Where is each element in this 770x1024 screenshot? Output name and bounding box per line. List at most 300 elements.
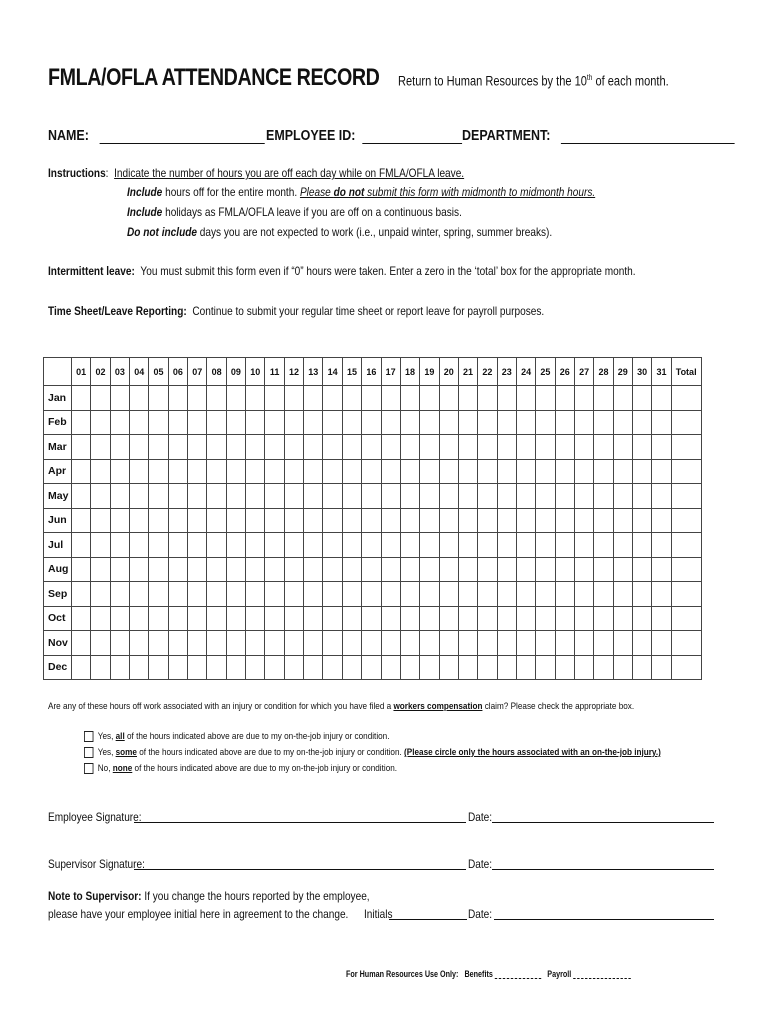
hours-cell[interactable]	[439, 459, 458, 484]
hours-cell[interactable]	[632, 631, 651, 656]
hours-cell[interactable]	[168, 533, 187, 558]
hours-cell[interactable]	[458, 459, 477, 484]
hours-cell[interactable]	[516, 435, 535, 460]
hours-cell[interactable]	[594, 508, 613, 533]
hours-cell[interactable]	[381, 484, 400, 509]
hours-cell[interactable]	[574, 557, 593, 582]
hours-cell[interactable]	[420, 655, 439, 680]
hours-cell[interactable]	[632, 508, 651, 533]
hours-cell[interactable]	[555, 606, 574, 631]
hours-cell[interactable]	[72, 655, 91, 680]
hours-cell[interactable]	[381, 435, 400, 460]
hours-cell[interactable]	[207, 435, 226, 460]
checkbox-yes-some[interactable]	[84, 747, 93, 758]
hours-cell[interactable]	[574, 655, 593, 680]
hours-cell[interactable]	[149, 557, 168, 582]
hours-cell[interactable]	[632, 484, 651, 509]
hours-cell[interactable]	[304, 606, 323, 631]
hours-cell[interactable]	[91, 435, 110, 460]
hours-cell[interactable]	[226, 484, 245, 509]
hours-cell[interactable]	[342, 557, 361, 582]
hours-cell[interactable]	[265, 386, 284, 411]
employee-date-line[interactable]	[492, 822, 714, 823]
hours-cell[interactable]	[342, 459, 361, 484]
hours-cell[interactable]	[381, 582, 400, 607]
hours-cell[interactable]	[594, 435, 613, 460]
hours-cell[interactable]	[91, 557, 110, 582]
hours-cell[interactable]	[536, 655, 555, 680]
hours-cell[interactable]	[246, 557, 265, 582]
hours-cell[interactable]	[652, 631, 671, 656]
hours-cell[interactable]	[284, 655, 303, 680]
hours-cell[interactable]	[362, 606, 381, 631]
hours-cell[interactable]	[458, 386, 477, 411]
hours-cell[interactable]	[246, 606, 265, 631]
hours-cell[interactable]	[284, 606, 303, 631]
hours-cell[interactable]	[613, 557, 632, 582]
hours-cell[interactable]	[72, 508, 91, 533]
hours-cell[interactable]	[207, 631, 226, 656]
hours-cell[interactable]	[594, 631, 613, 656]
hours-cell[interactable]	[284, 582, 303, 607]
hours-cell[interactable]	[226, 410, 245, 435]
hours-cell[interactable]	[323, 606, 342, 631]
hours-cell[interactable]	[497, 631, 516, 656]
hours-cell[interactable]	[555, 508, 574, 533]
supervisor-date-line[interactable]	[492, 869, 714, 870]
hours-cell[interactable]	[400, 386, 419, 411]
hours-cell[interactable]	[207, 655, 226, 680]
hours-cell[interactable]	[323, 655, 342, 680]
hours-cell[interactable]	[497, 484, 516, 509]
hours-cell[interactable]	[110, 459, 129, 484]
hours-cell[interactable]	[574, 631, 593, 656]
hours-cell[interactable]	[652, 582, 671, 607]
hours-cell[interactable]	[207, 410, 226, 435]
hours-cell[interactable]	[130, 606, 149, 631]
hours-cell[interactable]	[555, 459, 574, 484]
employee-id-line[interactable]	[362, 143, 462, 144]
hours-cell[interactable]	[226, 386, 245, 411]
hours-cell[interactable]	[149, 655, 168, 680]
hours-cell[interactable]	[265, 459, 284, 484]
hours-cell[interactable]	[226, 557, 245, 582]
name-line[interactable]	[99, 143, 264, 144]
hours-cell[interactable]	[632, 606, 651, 631]
hours-cell[interactable]	[381, 386, 400, 411]
hours-cell[interactable]	[478, 484, 497, 509]
hours-cell[interactable]	[188, 533, 207, 558]
initials-line[interactable]	[389, 919, 467, 920]
hours-cell[interactable]	[594, 533, 613, 558]
hours-cell[interactable]	[652, 484, 671, 509]
total-cell[interactable]	[671, 606, 701, 631]
hours-cell[interactable]	[536, 582, 555, 607]
hours-cell[interactable]	[226, 533, 245, 558]
hours-cell[interactable]	[323, 533, 342, 558]
hours-cell[interactable]	[342, 631, 361, 656]
hours-cell[interactable]	[149, 435, 168, 460]
hours-cell[interactable]	[91, 410, 110, 435]
hours-cell[interactable]	[188, 484, 207, 509]
hours-cell[interactable]	[555, 655, 574, 680]
hours-cell[interactable]	[439, 582, 458, 607]
total-cell[interactable]	[671, 459, 701, 484]
hours-cell[interactable]	[265, 484, 284, 509]
hours-cell[interactable]	[362, 386, 381, 411]
hours-cell[interactable]	[91, 631, 110, 656]
hours-cell[interactable]	[536, 386, 555, 411]
hours-cell[interactable]	[439, 386, 458, 411]
hours-cell[interactable]	[458, 435, 477, 460]
hours-cell[interactable]	[207, 533, 226, 558]
hours-cell[interactable]	[362, 435, 381, 460]
hours-cell[interactable]	[130, 435, 149, 460]
hours-cell[interactable]	[188, 508, 207, 533]
hours-cell[interactable]	[478, 410, 497, 435]
hours-cell[interactable]	[246, 435, 265, 460]
hours-cell[interactable]	[478, 533, 497, 558]
hours-cell[interactable]	[536, 459, 555, 484]
hours-cell[interactable]	[72, 582, 91, 607]
hours-cell[interactable]	[613, 582, 632, 607]
hours-cell[interactable]	[130, 533, 149, 558]
hours-cell[interactable]	[130, 655, 149, 680]
hours-cell[interactable]	[381, 459, 400, 484]
hours-cell[interactable]	[439, 606, 458, 631]
hours-cell[interactable]	[246, 631, 265, 656]
hours-cell[interactable]	[613, 606, 632, 631]
hours-cell[interactable]	[284, 508, 303, 533]
hours-cell[interactable]	[420, 508, 439, 533]
hours-cell[interactable]	[284, 386, 303, 411]
hours-cell[interactable]	[516, 459, 535, 484]
hours-cell[interactable]	[652, 606, 671, 631]
hours-cell[interactable]	[149, 631, 168, 656]
hours-cell[interactable]	[536, 606, 555, 631]
hours-cell[interactable]	[516, 606, 535, 631]
hours-cell[interactable]	[574, 410, 593, 435]
hours-cell[interactable]	[130, 459, 149, 484]
hours-cell[interactable]	[516, 655, 535, 680]
hours-cell[interactable]	[400, 533, 419, 558]
hours-cell[interactable]	[168, 557, 187, 582]
hours-cell[interactable]	[91, 508, 110, 533]
hours-cell[interactable]	[555, 631, 574, 656]
hours-cell[interactable]	[323, 410, 342, 435]
hours-cell[interactable]	[594, 606, 613, 631]
hours-cell[interactable]	[284, 631, 303, 656]
hours-cell[interactable]	[613, 435, 632, 460]
hours-cell[interactable]	[110, 386, 129, 411]
initials-date-line[interactable]	[494, 919, 714, 920]
hours-cell[interactable]	[342, 386, 361, 411]
hours-cell[interactable]	[168, 606, 187, 631]
hours-cell[interactable]	[652, 410, 671, 435]
hours-cell[interactable]	[497, 655, 516, 680]
hours-cell[interactable]	[207, 386, 226, 411]
hours-cell[interactable]	[91, 606, 110, 631]
hours-cell[interactable]	[323, 508, 342, 533]
hours-cell[interactable]	[149, 386, 168, 411]
hours-cell[interactable]	[613, 631, 632, 656]
hours-cell[interactable]	[458, 582, 477, 607]
hours-cell[interactable]	[536, 631, 555, 656]
hours-cell[interactable]	[362, 484, 381, 509]
hours-cell[interactable]	[323, 435, 342, 460]
hours-cell[interactable]	[632, 557, 651, 582]
hours-cell[interactable]	[168, 631, 187, 656]
hours-cell[interactable]	[400, 459, 419, 484]
hours-cell[interactable]	[574, 533, 593, 558]
hours-cell[interactable]	[149, 484, 168, 509]
hours-cell[interactable]	[188, 410, 207, 435]
hours-cell[interactable]	[72, 606, 91, 631]
hours-cell[interactable]	[226, 582, 245, 607]
hours-cell[interactable]	[110, 508, 129, 533]
hours-cell[interactable]	[342, 582, 361, 607]
employee-signature-line[interactable]	[134, 822, 466, 823]
hours-cell[interactable]	[478, 557, 497, 582]
hours-cell[interactable]	[439, 557, 458, 582]
hours-cell[interactable]	[516, 557, 535, 582]
hours-cell[interactable]	[246, 459, 265, 484]
hours-cell[interactable]	[381, 508, 400, 533]
hours-cell[interactable]	[613, 508, 632, 533]
hours-cell[interactable]	[91, 582, 110, 607]
hours-cell[interactable]	[226, 655, 245, 680]
hours-cell[interactable]	[478, 459, 497, 484]
hours-cell[interactable]	[381, 655, 400, 680]
hours-cell[interactable]	[284, 410, 303, 435]
hours-cell[interactable]	[420, 410, 439, 435]
hours-cell[interactable]	[632, 655, 651, 680]
hours-cell[interactable]	[652, 655, 671, 680]
hours-cell[interactable]	[246, 508, 265, 533]
hours-cell[interactable]	[439, 410, 458, 435]
hours-cell[interactable]	[478, 606, 497, 631]
hours-cell[interactable]	[478, 582, 497, 607]
hours-cell[interactable]	[246, 533, 265, 558]
hours-cell[interactable]	[130, 386, 149, 411]
hours-cell[interactable]	[400, 631, 419, 656]
hours-cell[interactable]	[420, 459, 439, 484]
hours-cell[interactable]	[652, 386, 671, 411]
hours-cell[interactable]	[207, 557, 226, 582]
hours-cell[interactable]	[226, 508, 245, 533]
hours-cell[interactable]	[91, 386, 110, 411]
hours-cell[interactable]	[632, 459, 651, 484]
hours-cell[interactable]	[110, 655, 129, 680]
total-cell[interactable]	[671, 582, 701, 607]
hours-cell[interactable]	[574, 386, 593, 411]
total-cell[interactable]	[671, 386, 701, 411]
hours-cell[interactable]	[72, 386, 91, 411]
hours-cell[interactable]	[207, 582, 226, 607]
hours-cell[interactable]	[362, 508, 381, 533]
hours-cell[interactable]	[420, 606, 439, 631]
hours-cell[interactable]	[207, 606, 226, 631]
hours-cell[interactable]	[188, 631, 207, 656]
hours-cell[interactable]	[439, 484, 458, 509]
hours-cell[interactable]	[497, 508, 516, 533]
hours-cell[interactable]	[265, 655, 284, 680]
hours-cell[interactable]	[400, 410, 419, 435]
hours-cell[interactable]	[555, 533, 574, 558]
hours-cell[interactable]	[323, 582, 342, 607]
hours-cell[interactable]	[652, 533, 671, 558]
hours-cell[interactable]	[362, 631, 381, 656]
hours-cell[interactable]	[323, 631, 342, 656]
hours-cell[interactable]	[265, 508, 284, 533]
department-line[interactable]	[561, 143, 735, 144]
total-cell[interactable]	[671, 435, 701, 460]
hours-cell[interactable]	[458, 557, 477, 582]
hours-cell[interactable]	[168, 410, 187, 435]
hours-cell[interactable]	[304, 508, 323, 533]
hours-cell[interactable]	[613, 386, 632, 411]
supervisor-signature-line[interactable]	[134, 869, 466, 870]
hours-cell[interactable]	[458, 606, 477, 631]
hours-cell[interactable]	[478, 655, 497, 680]
hours-cell[interactable]	[130, 410, 149, 435]
hours-cell[interactable]	[72, 410, 91, 435]
hours-cell[interactable]	[497, 410, 516, 435]
hours-cell[interactable]	[555, 386, 574, 411]
hours-cell[interactable]	[555, 410, 574, 435]
hours-cell[interactable]	[304, 459, 323, 484]
hours-cell[interactable]	[188, 606, 207, 631]
hours-cell[interactable]	[478, 386, 497, 411]
hours-cell[interactable]	[497, 459, 516, 484]
hours-cell[interactable]	[110, 631, 129, 656]
hours-cell[interactable]	[536, 410, 555, 435]
hours-cell[interactable]	[130, 557, 149, 582]
hours-cell[interactable]	[478, 631, 497, 656]
hours-cell[interactable]	[246, 484, 265, 509]
hours-cell[interactable]	[632, 435, 651, 460]
hours-cell[interactable]	[149, 582, 168, 607]
hours-cell[interactable]	[304, 484, 323, 509]
hours-cell[interactable]	[323, 484, 342, 509]
hours-cell[interactable]	[110, 582, 129, 607]
hours-cell[interactable]	[381, 410, 400, 435]
hours-cell[interactable]	[362, 582, 381, 607]
hours-cell[interactable]	[439, 533, 458, 558]
hours-cell[interactable]	[342, 484, 361, 509]
hours-cell[interactable]	[632, 582, 651, 607]
hours-cell[interactable]	[458, 410, 477, 435]
total-cell[interactable]	[671, 655, 701, 680]
hours-cell[interactable]	[226, 459, 245, 484]
hours-cell[interactable]	[439, 631, 458, 656]
hours-cell[interactable]	[226, 606, 245, 631]
hours-cell[interactable]	[574, 582, 593, 607]
hours-cell[interactable]	[149, 533, 168, 558]
hours-cell[interactable]	[188, 435, 207, 460]
hours-cell[interactable]	[574, 459, 593, 484]
payroll-line[interactable]	[573, 978, 631, 979]
hours-cell[interactable]	[246, 655, 265, 680]
hours-cell[interactable]	[110, 533, 129, 558]
hours-cell[interactable]	[188, 655, 207, 680]
hours-cell[interactable]	[207, 484, 226, 509]
hours-cell[interactable]	[110, 557, 129, 582]
total-cell[interactable]	[671, 484, 701, 509]
hours-cell[interactable]	[574, 606, 593, 631]
hours-cell[interactable]	[574, 484, 593, 509]
hours-cell[interactable]	[130, 484, 149, 509]
hours-cell[interactable]	[478, 508, 497, 533]
hours-cell[interactable]	[497, 606, 516, 631]
hours-cell[interactable]	[439, 508, 458, 533]
hours-cell[interactable]	[381, 557, 400, 582]
hours-cell[interactable]	[420, 484, 439, 509]
hours-cell[interactable]	[342, 533, 361, 558]
hours-cell[interactable]	[323, 386, 342, 411]
hours-cell[interactable]	[323, 557, 342, 582]
hours-cell[interactable]	[226, 435, 245, 460]
hours-cell[interactable]	[516, 533, 535, 558]
hours-cell[interactable]	[342, 508, 361, 533]
hours-cell[interactable]	[284, 435, 303, 460]
hours-cell[interactable]	[400, 508, 419, 533]
total-cell[interactable]	[671, 631, 701, 656]
hours-cell[interactable]	[110, 435, 129, 460]
hours-cell[interactable]	[613, 655, 632, 680]
hours-cell[interactable]	[188, 386, 207, 411]
hours-cell[interactable]	[149, 606, 168, 631]
hours-cell[interactable]	[168, 655, 187, 680]
hours-cell[interactable]	[420, 557, 439, 582]
hours-cell[interactable]	[362, 557, 381, 582]
hours-cell[interactable]	[381, 533, 400, 558]
hours-cell[interactable]	[265, 533, 284, 558]
hours-cell[interactable]	[284, 484, 303, 509]
hours-cell[interactable]	[304, 533, 323, 558]
hours-cell[interactable]	[304, 410, 323, 435]
hours-cell[interactable]	[149, 410, 168, 435]
hours-cell[interactable]	[381, 606, 400, 631]
hours-cell[interactable]	[594, 484, 613, 509]
hours-cell[interactable]	[304, 631, 323, 656]
hours-cell[interactable]	[304, 557, 323, 582]
hours-cell[interactable]	[400, 484, 419, 509]
hours-cell[interactable]	[594, 386, 613, 411]
hours-cell[interactable]	[284, 557, 303, 582]
hours-cell[interactable]	[652, 435, 671, 460]
hours-cell[interactable]	[72, 435, 91, 460]
hours-cell[interactable]	[420, 533, 439, 558]
hours-cell[interactable]	[497, 435, 516, 460]
hours-cell[interactable]	[458, 655, 477, 680]
hours-cell[interactable]	[652, 459, 671, 484]
hours-cell[interactable]	[91, 655, 110, 680]
hours-cell[interactable]	[555, 557, 574, 582]
hours-cell[interactable]	[304, 386, 323, 411]
hours-cell[interactable]	[110, 484, 129, 509]
hours-cell[interactable]	[265, 606, 284, 631]
hours-cell[interactable]	[420, 582, 439, 607]
hours-cell[interactable]	[130, 508, 149, 533]
hours-cell[interactable]	[632, 533, 651, 558]
hours-cell[interactable]	[72, 459, 91, 484]
hours-cell[interactable]	[458, 533, 477, 558]
hours-cell[interactable]	[265, 631, 284, 656]
hours-cell[interactable]	[342, 606, 361, 631]
hours-cell[interactable]	[439, 435, 458, 460]
total-cell[interactable]	[671, 508, 701, 533]
